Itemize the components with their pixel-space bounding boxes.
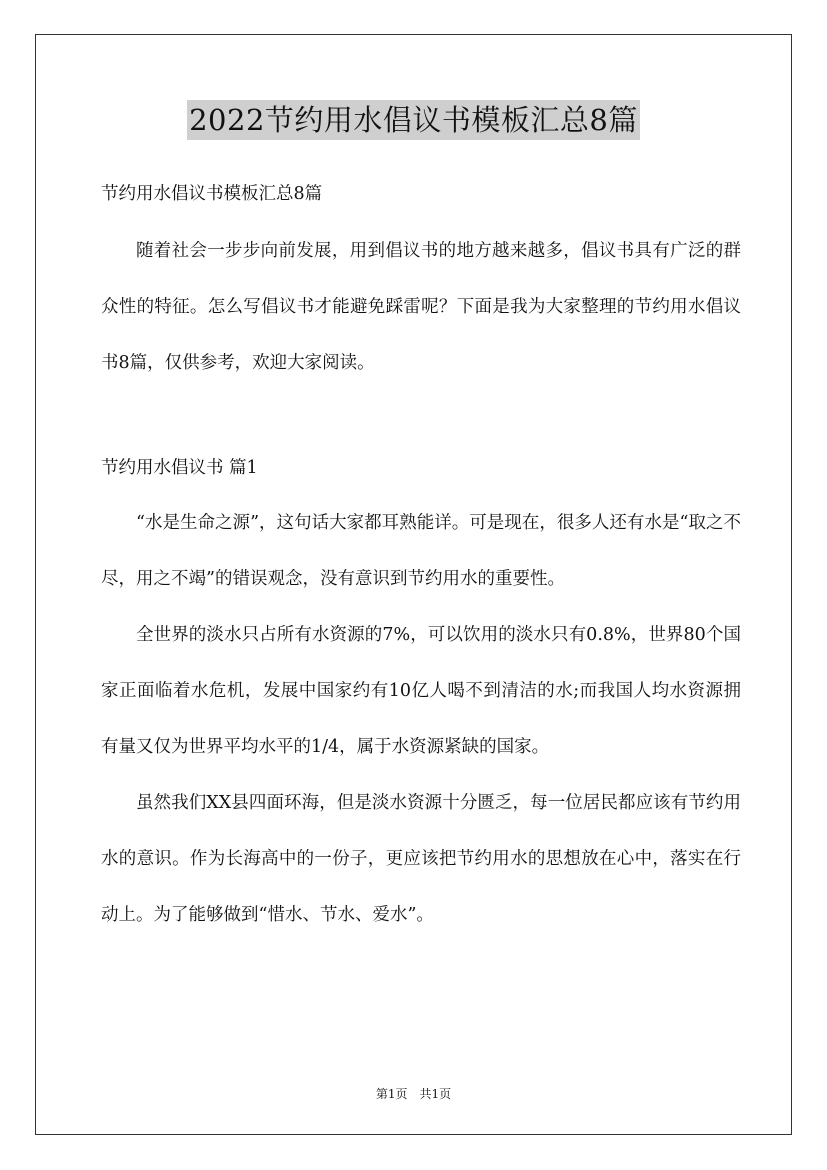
page-footer: 第1页 共1页: [375, 1087, 452, 1101]
intro-paragraph: 随着社会一步步向前发展，用到倡议书的地方越来越多，倡议书具有广泛的群众性的特征。怎么写倡议书才能避免踩雷呢？下面是我为大家整理的节约用水倡议书8篇，仅供参考，欢迎大家阅读。: [101, 241, 741, 373]
document-subtitle: 节约用水倡议书模板汇总8篇: [101, 184, 323, 204]
document-body: [101, 175, 741, 943]
body-paragraph-1: “水是生命之源”，这句话大家都耳熟能详。可是现在，很多人还有水是“取之不尽，用之不竭”的错误观念，没有意识到节约用水的重要性。: [101, 513, 741, 589]
title-wrap: [0, 100, 827, 140]
document-title: 2022节约用水倡议书模板汇总8篇: [187, 100, 640, 140]
body-paragraph-3: 虽然我们XX县四面环海，但是淡水资源十分匮乏，每一位居民都应该有节约用水的意识。作为长海高中的一份子，更应该把节约用水的思想放在心中，落实在行动上。为了能够做到“惜水、节水、爱水”。: [101, 793, 741, 925]
body-paragraph-2: 全世界的淡水只占所有水资源的7%，可以饮用的淡水只有0.8%，世界80个国家正面临着水危机，发展中国家约有10亿人喝不到清洁的水;而我国人均水资源拥有量又仅为世界平均水平的1/4，属于水资源紧缺的国家。: [101, 625, 741, 757]
section-heading: 节约用水倡议书 篇1: [101, 458, 258, 478]
